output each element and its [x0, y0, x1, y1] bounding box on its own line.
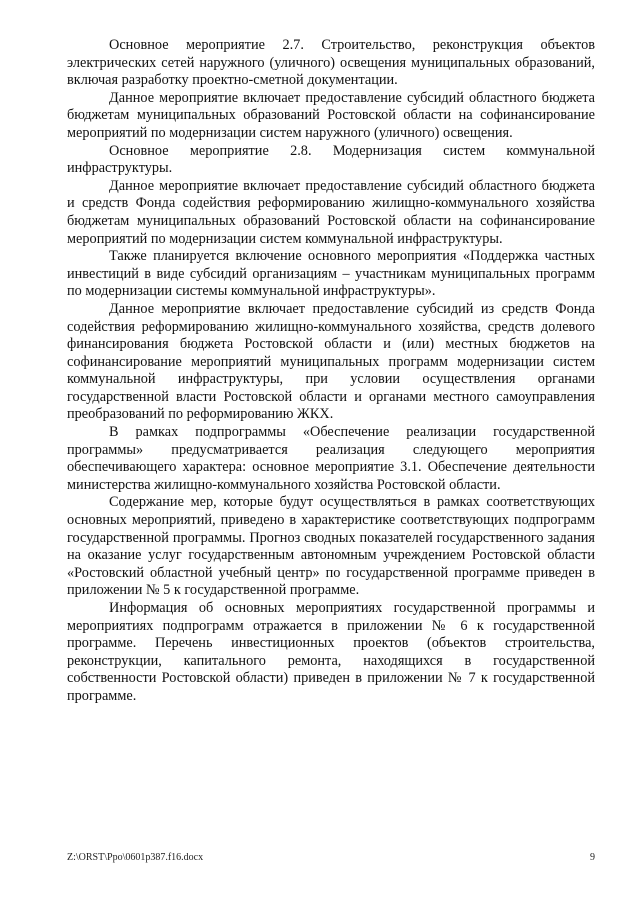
paragraph: Содержание мер, которые будут осуществляться в рамках соответствующих основных мероприятий, приведено в характеристике соответствующих подпрограмм государственной программы. Прогноз сводных показателей государственного задания на оказание услуг государственным автономным учреждением Ростовской области «Ростовский областной учебный центр» по государственной программе приведен в приложении № 5 к государственной программе.: [67, 494, 595, 599]
paragraph: Данное мероприятие включает предоставление субсидий областного бюджета и средств Фонда содействия реформированию жилищно-коммунального хозяйства бюджетам муниципальных образований Ростовской области на софинансирование мероприятий по модернизации систем коммунальной инфраструктуры.: [67, 177, 595, 247]
paragraph: Данное мероприятие включает предоставление субсидий областного бюджета бюджетам муниципальных образований Ростовской области на софинансирование мероприятий по модернизации систем наружного (уличного) освещения.: [67, 89, 595, 141]
page-number: 9: [590, 852, 595, 863]
paragraph: Основное мероприятие 2.8. Модернизация систем коммунальной инфраструктуры.: [67, 142, 595, 177]
file-path: Z:\ORST\Ppo\0601p387.f16.docx: [67, 852, 204, 863]
document-body: [67, 37, 595, 706]
paragraph: Данное мероприятие включает предоставление субсидий из средств Фонда содействия реформированию жилищно-коммунального хозяйства, средств долевого финансирования бюджета Ростовской области и (или) местных бюджетов на софинансирование мероприятий муниципальных программ модернизации систем коммунальной инфраструктуры, при условии осуществления органами государственной власти Ростовской области и органами местного самоуправления преобразований по реформированию ЖКХ.: [67, 300, 595, 423]
paragraph: Также планируется включение основного мероприятия «Поддержка частных инвестиций в виде субсидий организациям – участникам муниципальных программ по модернизации системы коммунальной инфраструктуры».: [67, 248, 595, 300]
paragraph: Информация об основных мероприятиях государственной программы и мероприятиях подпрограмм отражается в приложении № 6 к государственной программе. Перечень инвестиционных проектов (объектов строительства, реконструкции, капитального ремонта, находящихся в государственной собственности Ростовской области) приведен в приложении № 7 к государственной программе.: [67, 600, 595, 704]
paragraph: В рамках подпрограммы «Обеспечение реализации государственной программы» предусматривается реализация следующего мероприятия обеспечивающего характера: основное мероприятие 3.1. Обеспечение деятельности министерства жилищно-коммунального хозяйства Ростовской области.: [67, 424, 595, 493]
paragraph: Основное мероприятие 2.7. Строительство, реконструкция объектов электрических сетей наружного (уличного) освещения муниципальных образований, включая разработку проектно-сметной документации.: [67, 37, 595, 89]
